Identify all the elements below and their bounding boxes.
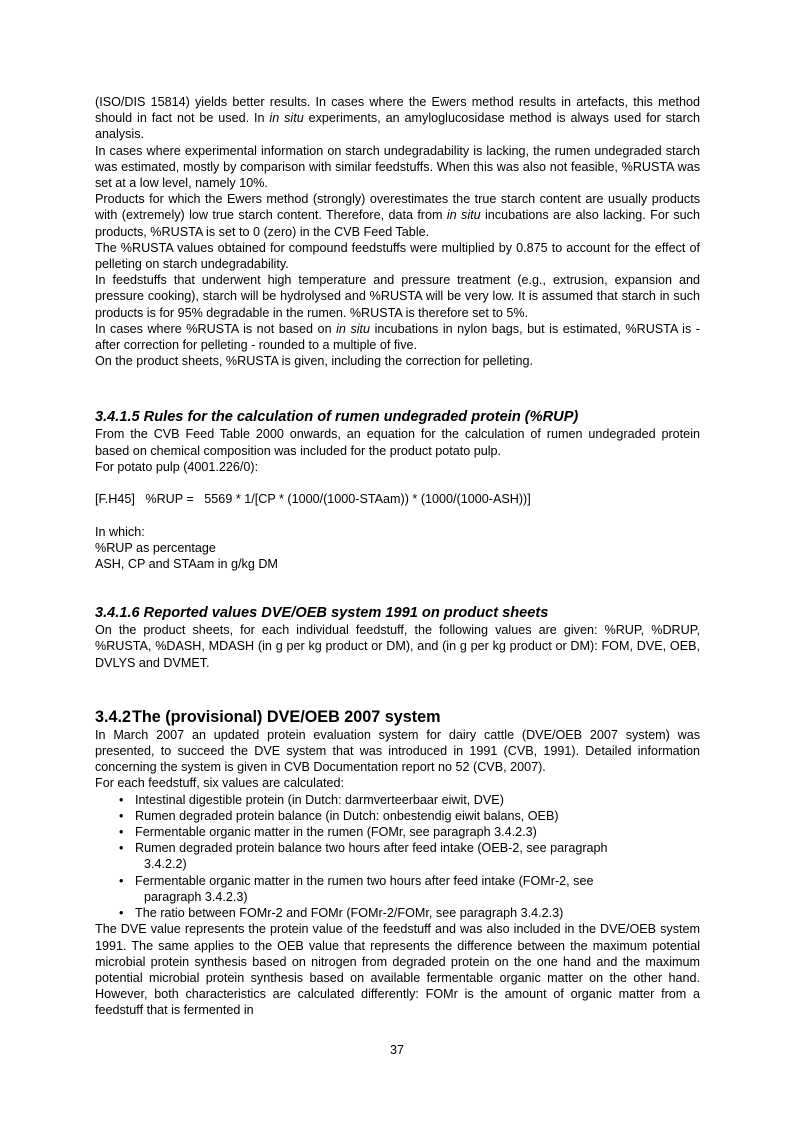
formula-f-h45: [F.H45] %RUP = 5569 * 1/[CP * (1000/(1000-STAam)) * (1000/(1000-ASH))] (95, 492, 531, 507)
intro-paragraph: (ISO/DIS 15814) yields better results. In cases where the Ewers method results in artefacts, this method should in fact not be used. In in situ experiments, an amyloglucosidase method is always used for starch analysis. (95, 95, 701, 142)
section-heading-3-4-1-5: 3.4.1.5 Rules for the calculation of rumen undegraded protein (%RUP) (95, 409, 579, 426)
values-list (95, 792, 700, 922)
list-item: • Fermentable organic matter in the rumen (FOMr, see paragraph 3.4.2.3) (119, 825, 537, 840)
intro-paragraph: In feedstuffs that underwent high temperature and pressure treatment (e.g., extrusion, expansion and pressure cooking), starch will be hydrolysed and %RUSTA will be very low. It is assumed that starch in such products is for 95% degradable in the rumen. %RUSTA is therefore set to 5%. (95, 273, 700, 320)
section-paragraph: On the product sheets, for each individual feedstuff, the following values are given: %RUP, %DRUP, %RUSTA, %DASH, MDASH (in g per kg product or DM), and (in g per kg product or DM): FOM, DVE, OEB, DVLYS and DVMET. (95, 623, 700, 670)
definition-item: ASH, CP and STAam in g/kg DM (95, 557, 278, 572)
section-number: 3.4.2 (95, 707, 132, 726)
section-paragraph: From the CVB Feed Table 2000 onwards, an equation for the calculation of rumen undegraded protein based on chemical composition was included for the product potato pulp. (95, 427, 700, 458)
list-item: • Intestinal digestible protein (in Dutch: darmverteerbaar eiwit, DVE) (119, 792, 504, 807)
list-item: • The ratio between FOMr-2 and FOMr (FOMr-2/FOMr, see paragraph 3.4.2.3) (119, 906, 564, 921)
section-heading-3-4-1-6: 3.4.1.6 Reported values DVE/OEB system 1991 on product sheets (95, 605, 549, 622)
intro-paragraph: On the product sheets, %RUSTA is given, including the correction for pelleting. (95, 354, 533, 369)
definition-item: %RUP as percentage (95, 540, 216, 555)
intro-paragraph: In cases where experimental information on starch undegradability is lacking, the rumen undegraded starch was estimated, mostly by comparison with similar feedstuffs. When this was also not feasible, %RUSTA was set at a low level, namely 10%. (95, 143, 700, 191)
section-heading-3-4-2 (95, 708, 700, 727)
page-number: 37 (389, 1043, 404, 1057)
section-title: The (provisional) DVE/OEB 2007 system (132, 707, 441, 726)
definition-intro: In which: (95, 524, 145, 539)
list-item: • Rumen degraded protein balance two hours after feed intake (OEB-2, see paragraph 3.4.2.2) (119, 841, 608, 872)
list-item: • Rumen degraded protein balance (in Dutch: onbestendig eiwit balans, OEB) (119, 808, 559, 823)
section-paragraph: In March 2007 an updated protein evaluation system for dairy cattle (DVE/OEB 2007 system) was presented, to succeed the DVE system that was introduced in 1991 (CVB, 1991). Detailed information concerning the system is given in CVB Documentation report no 52 (CVB, 2007). (95, 727, 700, 775)
intro-paragraph: In cases where %RUSTA is not based on in situ incubations in nylon bags, but is estimated, %RUSTA is - after correction for pelleting - rounded to a multiple of five. (95, 321, 700, 353)
list-item: • Fermentable organic matter in the rumen two hours after feed intake (FOMr-2, see paragraph 3.4.2.3) (119, 873, 594, 904)
intro-paragraph: The %RUSTA values obtained for compound feedstuffs were multiplied by 0.875 to account for the effect of pelleting on starch undegradability. (95, 240, 700, 272)
page-body (95, 94, 700, 1019)
section-paragraph: For potato pulp (4001.226/0): (95, 459, 259, 474)
section-paragraph: The DVE value represents the protein value of the feedstuff and was also included in the DVE/OEB system 1991. The same applies to the OEB value that represents the difference between the maximum potential microbial protein synthesis based on nitrogen from degraded protein on the one hand and the maximum potential microbial protein synthesis based on available fermentable organic matter on the other hand. However, both characteristics are calculated differently: FOMr is the amount of organic matter from a feedstuff that is fermented in (95, 922, 700, 1018)
section-paragraph: For each feedstuff, six values are calculated: (95, 776, 344, 791)
intro-paragraph: Products for which the Ewers method (strongly) overestimates the true starch content are usually products with (extremely) low true starch content. Therefore, data from in situ incubations are also lacking. For such products, %RUSTA is set to 0 (zero) in the CVB Feed Table. (95, 192, 700, 239)
